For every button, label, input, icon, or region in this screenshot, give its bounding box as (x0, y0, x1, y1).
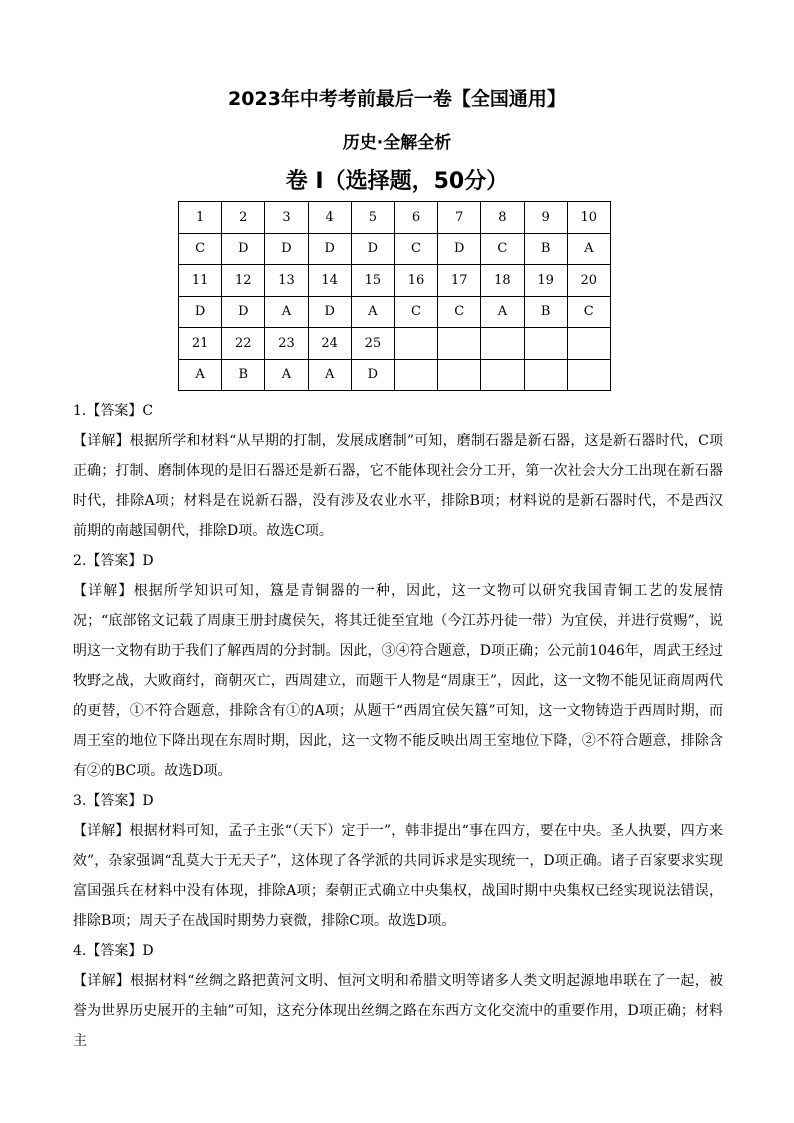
answer-letter-cell: A (351, 296, 394, 328)
answer-letter-cell: A (179, 359, 222, 391)
question-number-cell: 20 (567, 265, 610, 297)
question-number-cell (438, 328, 481, 360)
question-number-cell: 19 (524, 265, 567, 297)
answer-table-row (179, 202, 611, 234)
question-number-cell: 24 (308, 328, 351, 360)
question-number-cell: 17 (438, 265, 481, 297)
answer-letter-cell: A (567, 233, 610, 265)
answer-letter-cell: C (438, 296, 481, 328)
answer-letter-cell: D (222, 296, 265, 328)
answer-letter-cell: C (567, 296, 610, 328)
question-number-cell: 1 (179, 202, 222, 234)
question-number-cell: 9 (524, 202, 567, 234)
detail-text: 【详解】根据所学知识可知，簋是青铜器的一种，因此，这一文物可以研究我国青铜工艺的发展情况；“底部铭文记载了周康王册封虞侯矢，将其迁徙至宜地（今江苏丹徒一带）为宜侯，并进行赏赐”，说明这一文物有助于我们了解西周的分封制。因此，③④符合题意，D项正确；公元前1046年，周武王经过牧野之战，大败商纣，商朝灭亡，西周建立，而题干人物是“周康王”，因此，这一文物不能见证商周两代的更替，①不符合题意，排除含有①的A项；从题干“西周宜侯矢簋”可知，这一文物铸造于西周时期，而周王室的地位下降出现在东周时期，因此，这一文物不能反映出周王室地位下降，②不符合题意，排除含有②的BC项。故选D项。 (73, 583, 723, 779)
answer-table-row (179, 265, 611, 297)
answer-line: 1.【答案】C (73, 403, 154, 419)
answer-letter-cell: D (308, 296, 351, 328)
answer-letter-cell: B (524, 233, 567, 265)
detail-text: 【详解】根据所学和材料“从早期的打制，发展成磨制”可知，磨制石器是新石器，这是新石器时代，C项正确；打制、磨制体现的是旧石器还是新石器，它不能体现社会分工开，第一次社会大分工出现在新石器时代，排除A项；材料是在说新石器，没有涉及农业水平，排除B项；材料说的是新石器时代，不是西汉前期的南越国朝代，排除D项。故选C项。 (73, 433, 723, 539)
question-number-cell: 5 (351, 202, 394, 234)
question-number-cell: 6 (394, 202, 437, 234)
explanations (73, 396, 723, 1056)
answer-letter-cell: C (179, 233, 222, 265)
answer-line: 2.【答案】D (73, 553, 154, 569)
question-block (73, 786, 723, 936)
question-number-cell: 3 (265, 202, 308, 234)
answer-letter-cell (524, 359, 567, 391)
answer-table-row (179, 328, 611, 360)
question-number-cell: 22 (222, 328, 265, 360)
answer-letter-cell (438, 359, 481, 391)
answer-letter-cell: B (222, 359, 265, 391)
question-number-cell: 25 (351, 328, 394, 360)
question-number-cell: 11 (179, 265, 222, 297)
answer-table (178, 201, 611, 391)
answer-line: 3.【答案】D (73, 793, 154, 809)
answer-letter-cell: C (394, 233, 437, 265)
answer-letter-cell: D (308, 233, 351, 265)
page-title: 2023年中考考前最后一卷【全国通用】 (228, 88, 566, 110)
answer-table-row (179, 359, 611, 391)
question-number-cell (524, 328, 567, 360)
question-number-cell: 12 (222, 265, 265, 297)
question-number-cell: 23 (265, 328, 308, 360)
question-number-cell (481, 328, 524, 360)
answer-letter-cell: B (524, 296, 567, 328)
answer-letter-cell: D (351, 359, 394, 391)
question-number-cell: 4 (308, 202, 351, 234)
answer-letter-cell: C (481, 233, 524, 265)
answer-letter-cell (481, 359, 524, 391)
question-number-cell: 16 (394, 265, 437, 297)
answer-letter-cell (394, 359, 437, 391)
answer-line: 4.【答案】D (73, 943, 154, 959)
answer-letter-cell: A (265, 296, 308, 328)
answer-letter-cell (567, 359, 610, 391)
question-number-cell: 7 (438, 202, 481, 234)
detail-text: 【详解】根据材料可知，孟子主张“（天下）定于一”，韩非提出“事在四方，要在中央。圣人执要，四方来效”，杂家强调“乱莫大于无天子”，这体现了各学派的共同诉求是实现统一，D项正确。诸子百家要求实现富国强兵在材料中没有体现，排除A项；秦朝正式确立中央集权，战国时期中央集权已经实现说法错误，排除B项；周天子在战国时期势力衰微，排除C项。故选D项。 (73, 823, 723, 929)
question-block (73, 396, 723, 546)
question-block (73, 936, 723, 1056)
section-title: 卷 I（选择题，50分） (285, 169, 509, 194)
question-number-cell: 2 (222, 202, 265, 234)
question-number-cell: 8 (481, 202, 524, 234)
answer-letter-cell: D (351, 233, 394, 265)
question-number-cell (567, 328, 610, 360)
detail-text: 【详解】根据材料“丝绸之路把黄河文明、恒河文明和希腊文明等诸多人类文明起源地串联在了一起，被誉为世界历史展开的主轴”可知，这充分体现出丝绸之路在东西方文化交流中的重要作用，D项正确；材料主 (73, 973, 723, 1049)
answer-letter-cell: A (481, 296, 524, 328)
question-number-cell: 13 (265, 265, 308, 297)
question-block (73, 546, 723, 786)
answer-letter-cell: D (265, 233, 308, 265)
page-subtitle: 历史·全解全析 (342, 133, 452, 153)
question-number-cell: 14 (308, 265, 351, 297)
answer-table-row (179, 233, 611, 265)
question-number-cell: 18 (481, 265, 524, 297)
answer-letter-cell: A (308, 359, 351, 391)
answer-letter-cell: D (179, 296, 222, 328)
question-number-cell: 21 (179, 328, 222, 360)
answer-letter-cell: C (394, 296, 437, 328)
question-number-cell: 15 (351, 265, 394, 297)
answer-letter-cell: D (438, 233, 481, 265)
answer-letter-cell: A (265, 359, 308, 391)
answer-letter-cell: D (222, 233, 265, 265)
answer-table-row (179, 296, 611, 328)
question-number-cell: 10 (567, 202, 610, 234)
question-number-cell (394, 328, 437, 360)
